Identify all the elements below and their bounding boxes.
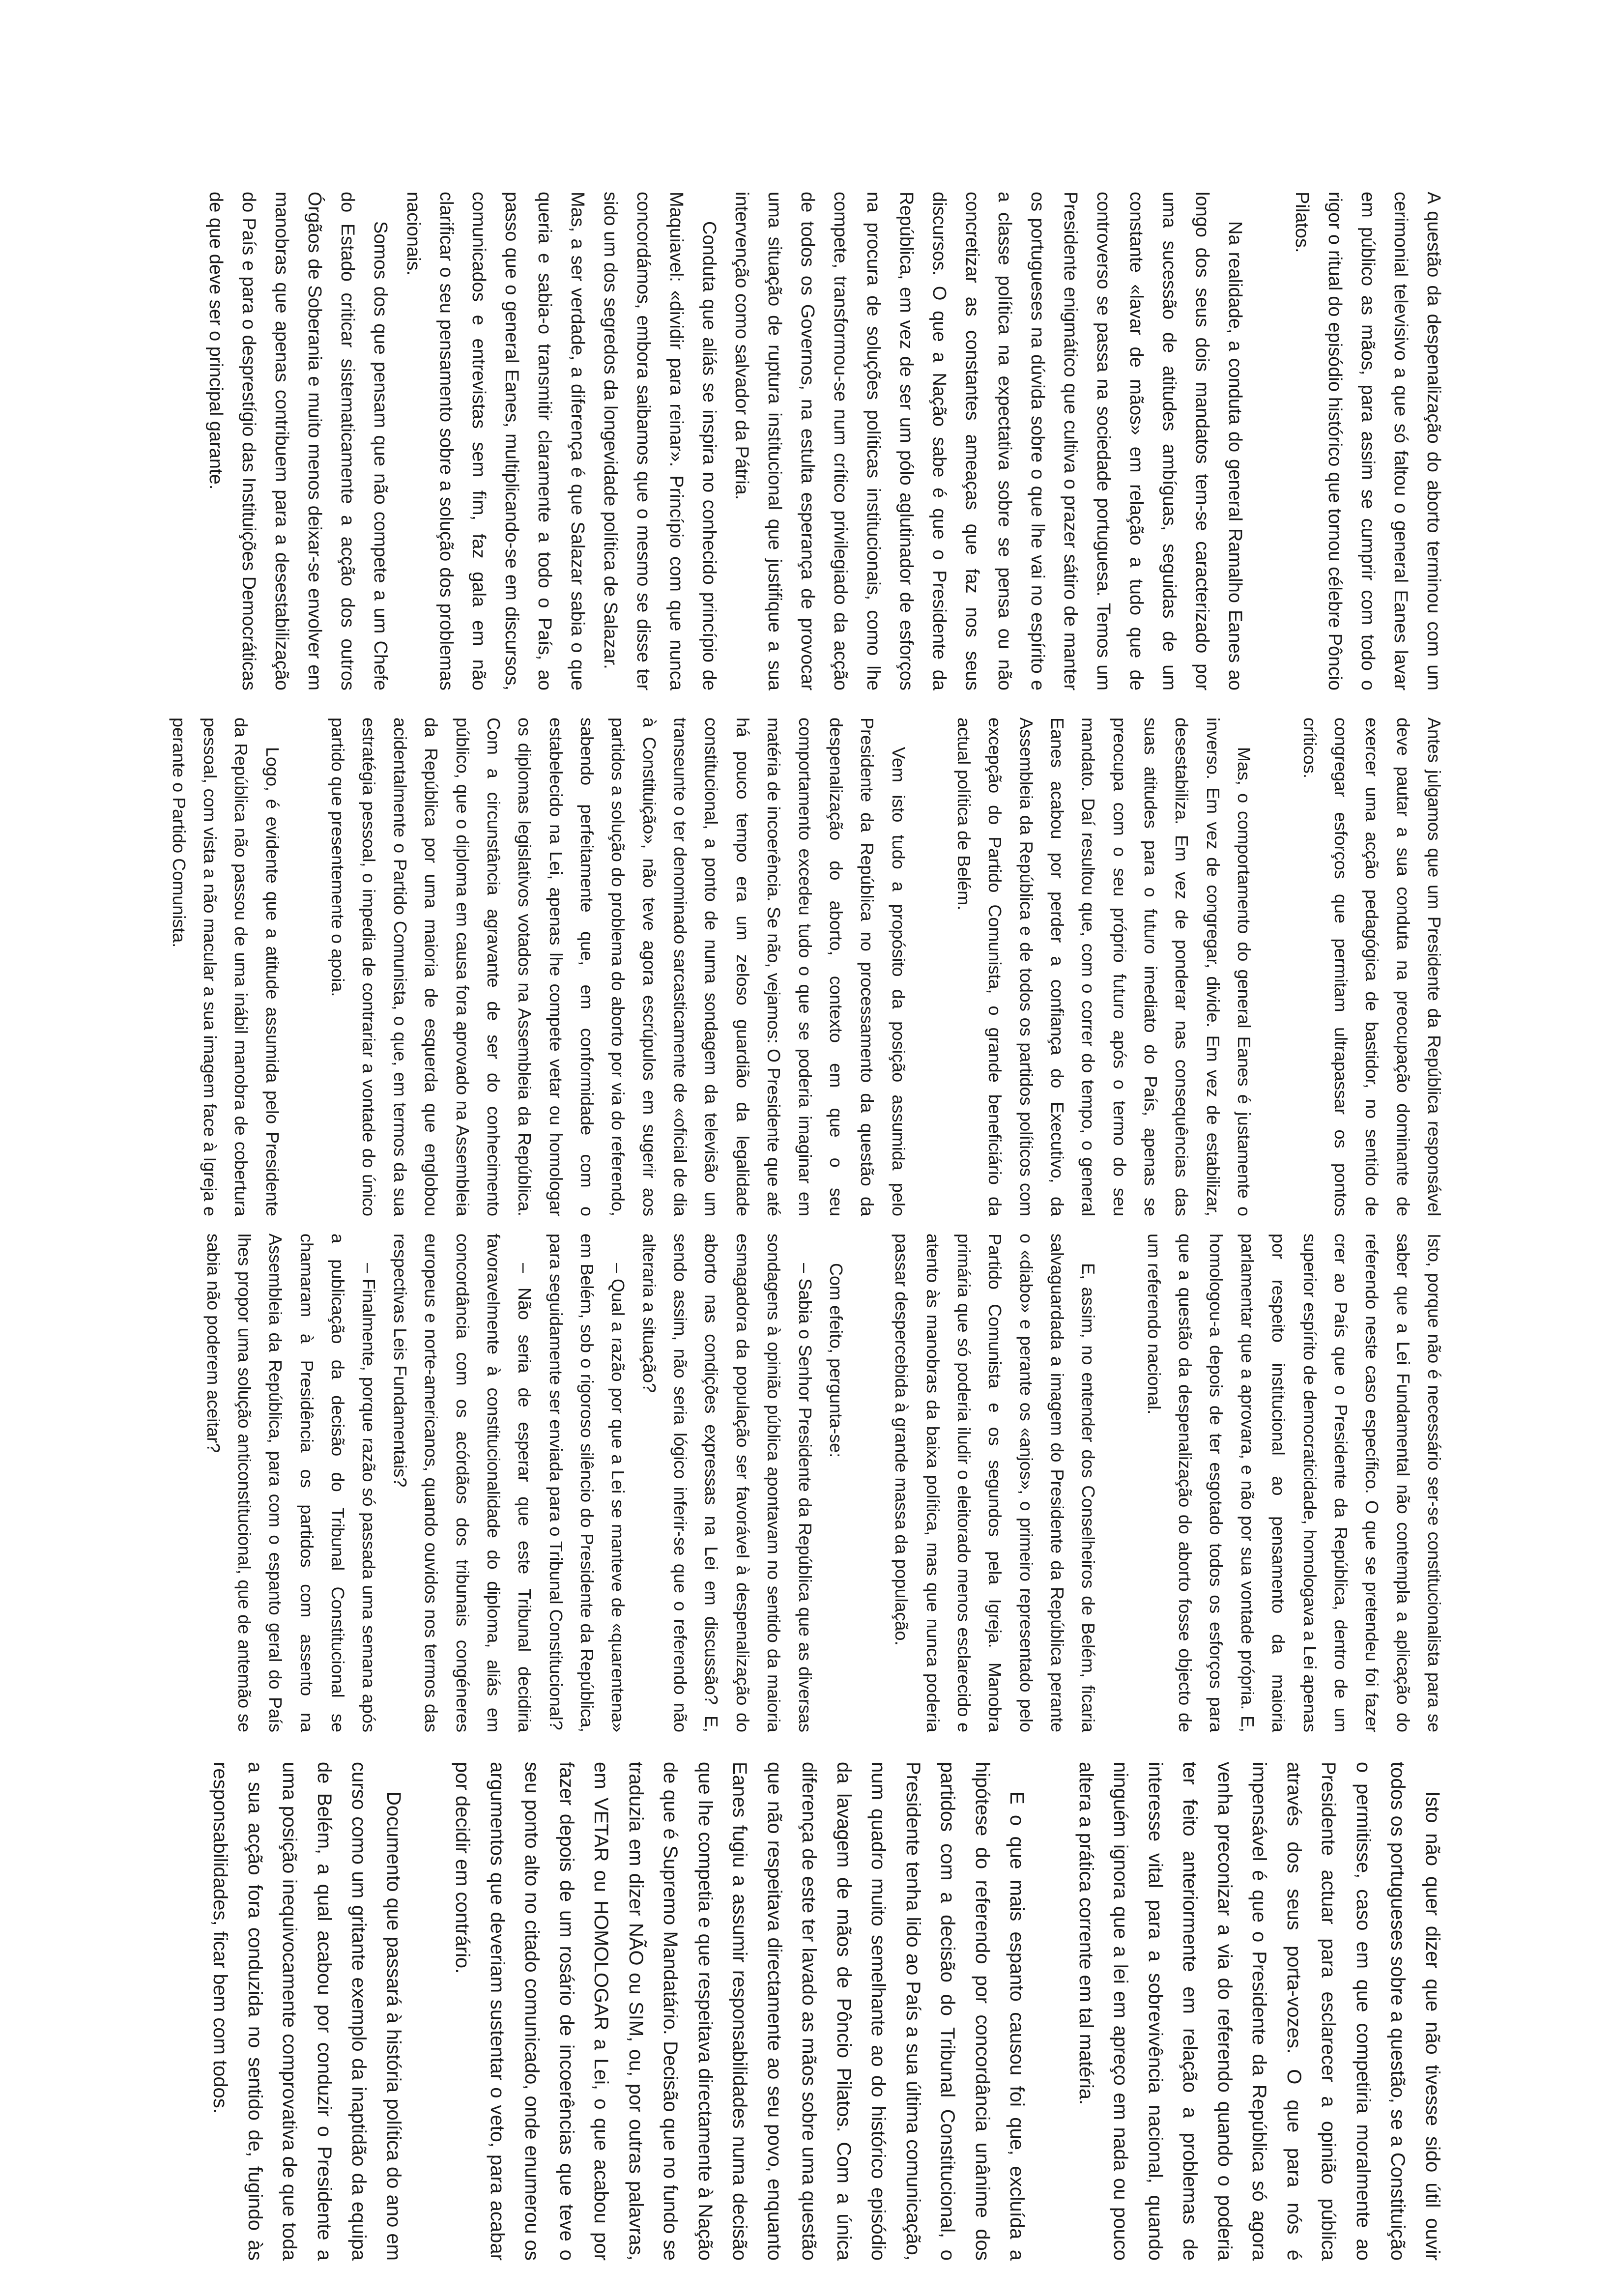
paragraph: Mas, o comportamento do general Eanes é justamente o inverso. Em vez de congregar, divide. Em vez de estabilizar, desestabiliza. Em vez de ponderar nas consequências das suas atitudes para o futuro imediato do País, apenas se preocupa com o seu próprio futuro após o termo do seu mandato. Daí resultou que, com o correr do tempo, o general Eanes acabou por perder a confiança do Executivo, da Assembleia da República e de todos os partidos políticos com excepção do Partido Comunista, o grande beneficiário da actual política de Belém. [953,718,1255,1216]
text-column-1 [200,192,1450,690]
paragraph: Documento que passará à história política do ano em curso como um gritante exemplo da inaptidão da equipa de Belém, a qual acabou por conduzir o Presidente a uma posição inequivocamente comprovativa de que toda a sua acção fora conduzida no sentido de, fugindo às responsabilidades, ficar bem com todos. [209,1762,404,2261]
paragraph: Conduta que aliás se inspira no conhecido princípio de Maquiavel: «dividir para reinar». Princípio com que nunca concordámos, embora saibamos que o mesmo se disse ter sido um dos segredos da longevidade política de Salazar. [600,192,720,690]
paragraph: – Sabia o Senhor Presidente da República que as diversas sondagens à opinião pública apontavam no sentido da maioria esmagadora da população ser favorável à despenalização do aborto nas condições expressas na Lei em discussão? E, sendo assim, não seria lógico inferir-se que o referendo não alteraria a situação? [639,1234,815,1732]
paragraph: – Finalmente, porque razão só passada uma semana após a publicação da decisão do Tribunal Constitucional se chamaram à Presidência os partidos com assento na Assembleia da República, para com o espanto geral do País lhes propor uma solução anticonstitucional, que de antemão se sabia não poderem aceitar? [203,1234,379,1732]
paragraph: Mas, a ser verdade, a diferença é que Salazar sabia o que queria e sabia-o transmitir claramente a todo o País, ao passo que o general Eanes, multiplicando-se em discursos, comunicados e entrevistas sem fim, faz gala em não clarificar o seu pensamento sobre a solução dos problemas nacionais. [403,192,588,690]
paragraph: Com efeito, pergunta-se: [826,1263,846,1458]
paragraph: Isto não quer dizer que não tivesse sido útil ouvir todos os portugueses sobre a questão, se a Constituição o permitisse, caso em que competiria moralmente ao Presidente actuar para esclarecer a opinião pública através dos seus porta-vozes. O que para nós é impensável é que o Presidente da República só agora venha preconizar a via do referendo quando o poderia ter feito anteriormente em relação a problemas de interesse vital para a sobrevivência nacional, quando ninguém ignora que a lei em apreço em nada ou pouco altera a prática corrente em tal matéria. [1075,1762,1443,2261]
text-column-2 [163,718,1450,1216]
paragraph: – Qual a razão por que a Lei se manteve de «quarentena» em Belém, sob o rigoroso silêncio do Presidente da República, para seguidamente ser enviada para o Tribunal Constitucional? [546,1234,629,1732]
text-column-3 [198,1234,1450,1732]
paragraph: Somos dos que pensam que não compete a um Chefe do Estado criticar sistematicamente a acção dos outros Órgãos de Soberania e muito menos deixar-se envolver em manobras que apenas contribuem para a desestabilização do País e para o desprestígio das Instituições Democráticas de que deve ser o principal garante. [205,192,391,690]
paragraph: E, assim, no entender dos Conselheiros de Belém, ficaria salvaguardada a imagem do Presidente da República perante o «diabo» e perante os «anjos», o primeiro representado pelo Partido Comunista e os segundos pela Igreja. Manobra primária que só poderia iludir o eleitorado menos esclarecido e atento às manobras da baixa política, mas que nunca poderia passar despercebida à grande massa da população. [892,1234,1099,1732]
paragraph: – Não seria de esperar que este Tribunal decidiria favoravelmente à constitucionalidade do diploma, aliás em concordância com os acórdãos dos tribunais congéneres europeus e norte-americanos, quando ouvidos nos termos das respectivas Leis Fundamentais? [390,1234,535,1732]
paragraph: E o que mais espanto causou foi que, excluída a hipótese do referendo por concordância unânime dos partidos com a decisão do Tribunal Constitucional, o Presidente tenha lido ao País a sua última comunicação, num quadro muito semelhante ao do histórico episódio da lavagem de mãos de Pôncio Pilatos. Com a única diferença de este ter lavado as mãos sobre uma questão que não respeitava directamente ao seu povo, enquanto Eanes fugiu a assumir responsabilidades numa decisão que lhe competia e que respeitava directamente à Nação de que é Supremo Mandatário. Decisão que no fundo se traduzia em dizer NÃO ou SIM, ou, por outras palavras, em VETAR ou HOMOLOGAR a Lei, o que acabou por fazer depois de um rosário de incoerências que teve o seu ponto alto no citado comunicado, onde enumerou os argumentos que deveriam sustentar o veto, para acabar por decidir em contrário. [452,1762,1028,2261]
paragraph: Vem isto tudo a propósito da posição assumida pelo Presidente da República no processamento da questão da despenalização do aborto, contexto em que o seu comportamento excedeu tudo o que se poderia imaginar em matéria de incoerência. Se não, vejamos: O Presidente que até há pouco tempo era um zeloso guardião da legalidade constitucional, a ponto de numa sondagem da televisão um transeunte o ter denominado sarcasticamente de «oficial de dia à Constituição», não teve agora escrúpulos em sugerir aos partidos a solução do problema do aborto por via do referendo, sabendo perfeitamente que, em conformidade com o estabelecido na Lei, apenas lhe compete vetar ou homologar os diplomas legislativos votados na Assembleia da República. Com a circunstância agravante de ser do conhecimento público, que o diploma em causa fora aprovado na Assembleia da República por uma maioria de esquerda que englobou acidentalmente o Partido Comunista, o que, em termos da sua estratégia pessoal, o impedia de contrariar a vontade do único partido que presentemente o apoia. [328,718,909,1216]
paragraph: Logo, é evidente que a atitude assumida pelo Presidente da República não passou de uma inábil manobra de cobertura pessoal, com vista a não macular a sua imagem face à Igreja e perante o Partido Comunista. [169,718,283,1216]
paragraph: A questão da despenalização do aborto terminou com um cerimonial televisivo a que só faltou o general Eanes lavar em público as mãos, para assim se cumprir com todo o rigor o ritual do episódio histórico que tornou célebre Pôncio Pilatos. [1292,192,1444,690]
paragraph: Antes julgamos que um Presidente da República responsável deve pautar a sua conduta na preocupação dominante de exercer uma acção pedagógica de bastidor, no sentido de congregar esforços que permitam ultrapassar os pontos críticos. [1299,718,1444,1216]
text-column-4 [203,1762,1450,2261]
paragraph: Na realidade, a conduta do general Ramalho Eanes ao longo dos seus dois mandatos tem-se caracterizado por uma sucessão de atitudes ambíguas, seguidas de um constante «lavar de mãos» em relação a tudo que de controverso se passa na sociedade portuguesa. Temos um Presidente enigmático que cultiva o prazer sátiro de manter os portugueses na dúvida sobre o que lhe vai no espírito e a classe política na expectativa sobre se pensa ou não concretizar as constantes ameaças que faz nos seus discursos. O que a Nação sabe é que o Presidente da República, em vez de ser um pólo aglutinador de esforços na procura de soluções políticas institucionais, como lhe compete, transformou-se num crítico privilegiado da acção de todos os Governos, na estulta esperança de provocar uma situação de ruptura institucional que justifique a sua intervenção como salvador da Pátria. [731,192,1245,690]
paragraph: Isto, porque não é necessário ser-se constitucionalista para se saber que a Lei Fundamental não contempla a aplicação do referendo neste caso específico. O que se pretendeu foi fazer crer ao País que o Presidente da República, dentro de um superior espírito de democraticidade, homologava a Lei apenas por respeito institucional ao pensamento da maioria parlamentar que a aprovara, e não por sua vontade própria. E, homologou-a depois de ter esgotado todos os esforços para que a questão da despenalização do aborto fosse objecto de um referendo nacional. [1144,1234,1444,1732]
